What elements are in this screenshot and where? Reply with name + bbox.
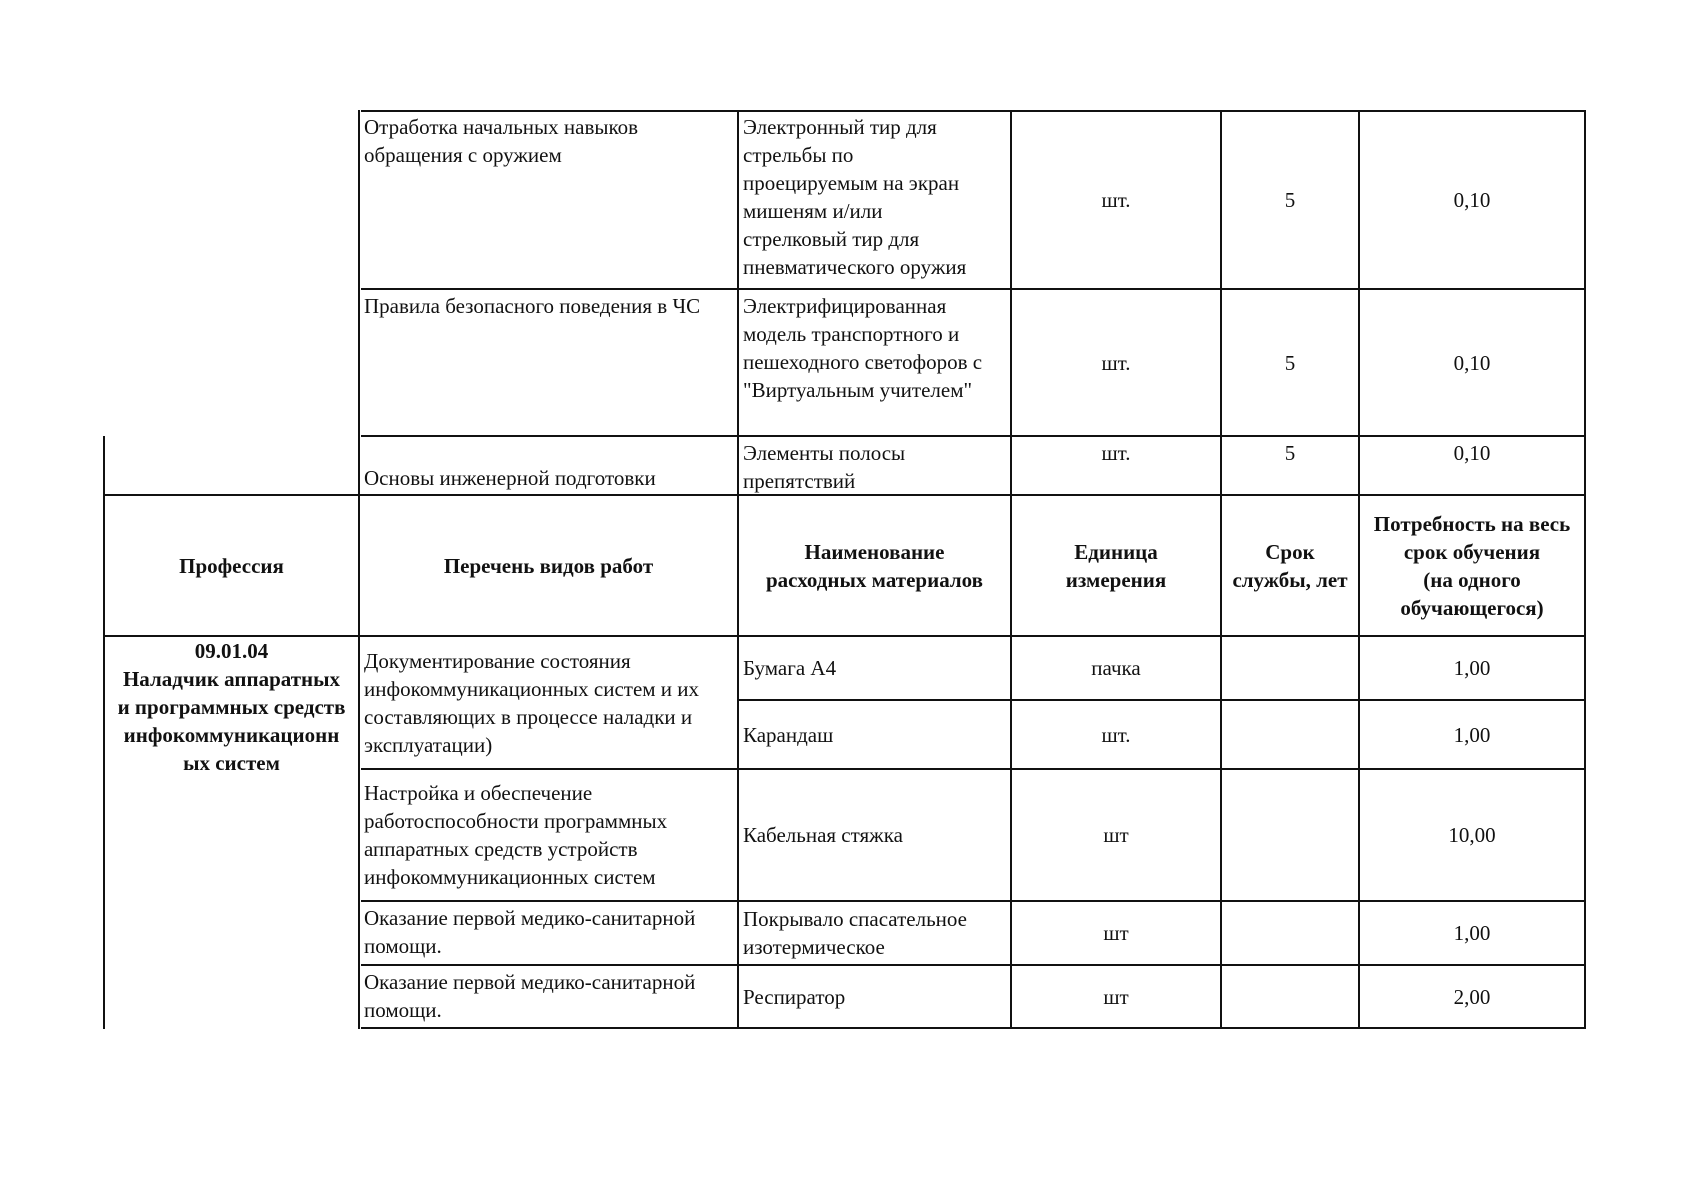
unit-cell: шт.	[1101, 187, 1131, 212]
header-profession: Профессия	[179, 553, 284, 578]
unit-cell: шт	[1103, 984, 1129, 1009]
need-cell: 2,00	[1453, 984, 1491, 1009]
header-materials: Наименование расходных материалов	[765, 539, 983, 592]
need-cell: 1,00	[1453, 921, 1491, 945]
unit-cell: шт.	[1101, 441, 1131, 465]
grid-line	[361, 1027, 1586, 1029]
profession-cell: 09.01.04 Наладчик аппаратных и программных средств инфокоммуникационн ых систем	[117, 639, 346, 775]
service-life-cell	[1222, 701, 1358, 768]
need-cell: 1,00	[1453, 656, 1491, 680]
equipment-name-cell: Электрифицированная модель транспортного и пешеходного светофоров с "Виртуальным учителем"	[743, 294, 983, 402]
service-life-cell	[1222, 902, 1358, 964]
work-type-cell: Документирование состояния инфокоммуникационных систем и их составляющих в процессе наладки и эксплуатации)	[364, 648, 700, 757]
work-type-cell: Основы инженерной подготовки	[364, 466, 656, 490]
material-name-cell: Респиратор	[743, 984, 846, 1009]
header-work-types: Перечень видов работ	[443, 553, 654, 578]
need-cell: 0,10	[1453, 350, 1491, 375]
unit-cell: шт	[1103, 823, 1129, 847]
work-type-cell: Отработка начальных навыков обращения с оружием	[364, 115, 639, 167]
equipment-name-cell: Элементы полосы препятствий	[743, 441, 906, 493]
service-life-cell: 5	[1284, 441, 1296, 465]
need-cell: 1,00	[1453, 722, 1491, 747]
service-life-cell	[1222, 966, 1358, 1027]
header-unit: Единица измерения	[1065, 539, 1167, 592]
unit-cell: шт.	[1101, 722, 1131, 747]
unit-cell: шт.	[1101, 350, 1131, 375]
need-cell: 0,10	[1453, 187, 1491, 212]
service-life-cell	[1222, 770, 1358, 900]
service-life-cell: 5	[1284, 350, 1296, 375]
unit-cell: шт	[1103, 921, 1129, 945]
work-type-cell: Оказание первой медико-санитарной помощи.	[364, 970, 696, 1022]
work-type-cell: Правила безопасного поведения в ЧС	[364, 294, 701, 318]
need-cell: 0,10	[1453, 441, 1491, 465]
header-service-life: Срок службы, лет	[1232, 539, 1348, 592]
service-life-cell	[1222, 637, 1358, 699]
grid-line	[1584, 110, 1586, 1029]
work-type-cell: Оказание первой медико-санитарной помощи.	[364, 906, 696, 958]
material-name-cell: Карандаш	[743, 722, 834, 747]
header-need: Потребность на весь срок обучения (на одного обучающегося)	[1373, 511, 1571, 620]
work-type-cell: Настройка и обеспечение работоспособности программных аппаратных средств устройств инфокоммуникационных систем	[364, 781, 668, 889]
material-name-cell: Бумага А4	[743, 656, 837, 680]
equipment-name-cell: Электронный тир для стрельбы по проецируемым на экран мишеням и/или стрелковый тир для пневматического оружия	[743, 115, 967, 279]
material-name-cell: Кабельная стяжка	[743, 823, 903, 847]
need-cell: 10,00	[1448, 823, 1496, 847]
service-life-cell: 5	[1284, 187, 1296, 212]
unit-cell: пачка	[1091, 656, 1141, 680]
material-name-cell: Покрывало спасательное изотермическое	[743, 907, 967, 959]
